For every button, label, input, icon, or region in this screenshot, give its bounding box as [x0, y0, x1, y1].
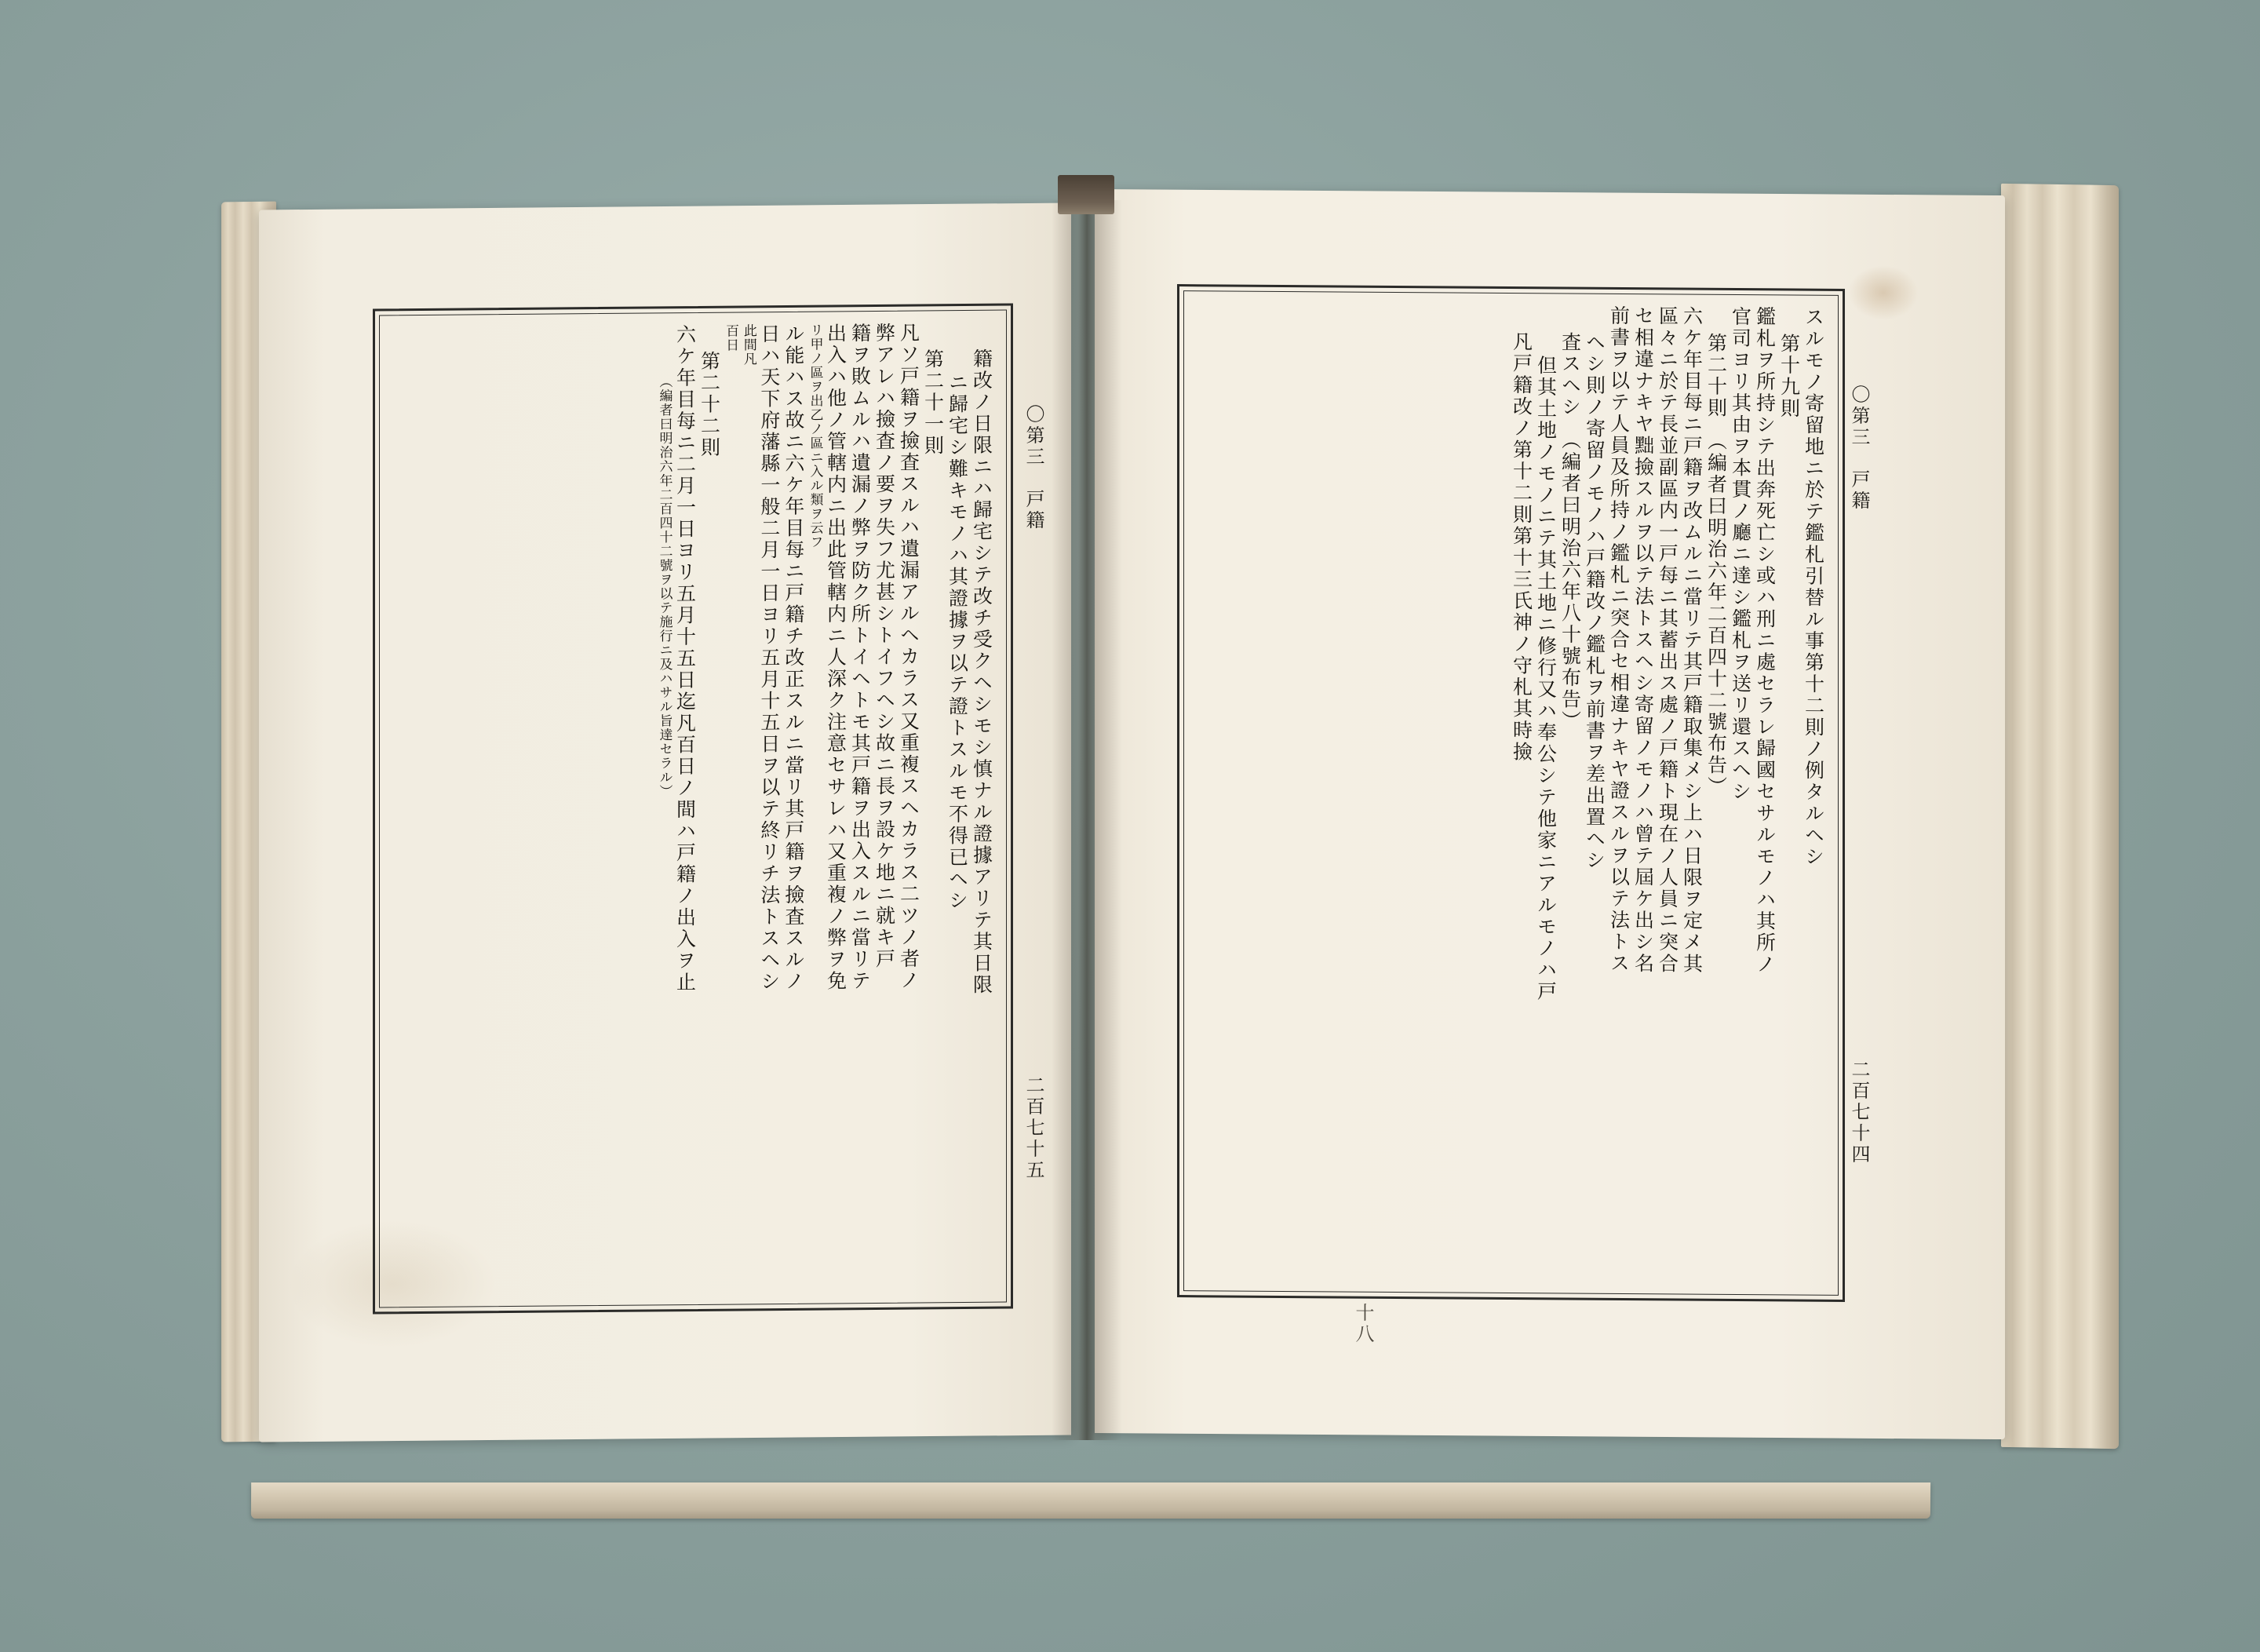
text-column-annotation: リ甲ノ區ヲ出乙ノ區ニ入ル類ヲ云フ [807, 323, 823, 549]
right-page-number: 二百七十四 [1848, 1059, 1870, 1166]
left-text-frame [373, 303, 1013, 1314]
left-running-head: 〇第三 戸籍 [1022, 403, 1044, 532]
text-column: セ相違ナキヤ黜撿スルヲ以テ法トスヘシ寄留ノモノハ曾テ屆ケ出シ名 [1631, 305, 1655, 975]
text-column: 日ハ天下府藩縣一般二月一日ヨリ五月十五日ヲ以テ終リチ法トスヘシ [757, 323, 781, 993]
text-column: 鑑札ヲ所持シテ出奔死亡シ或ハ刑ニ處セラレ歸國セサルモノハ其所ノ [1753, 306, 1777, 976]
text-column-annotation: 此間凡 [740, 323, 756, 367]
text-column: 凡戸籍改ノ第十二則第十三氏神ノ守札其時撿 [1510, 330, 1533, 764]
text-column: ニ歸宅シ難キモノハ其證據ヲ以テ證トスルモ不得已ヘシ [946, 371, 969, 912]
text-column: ル能ハス故ニ六ケ年目每ニ戸籍チ改正スルニ當リ其戸籍ヲ撿査スルノ [782, 323, 805, 993]
text-column: 六ケ年目每ニ戸籍ヲ改ムルニ當リテ其戸籍取集メシ上ハ日限ヲ定メ其 [1680, 305, 1704, 976]
text-column: 區々ニ於テ長並副區内一戸每ニ其蓄出ス處ノ戸籍ト現在ノ人員ニ突合 [1656, 305, 1679, 975]
page-edges-right [2001, 184, 2119, 1449]
left-page-number: 二百七十五 [1022, 1074, 1044, 1182]
text-column: 六ケ年目每ニ二月一日ヨリ五月十五日迄凡百日ノ間ハ戸籍ノ出入ヲ止 [673, 323, 697, 994]
text-column-editor-note: （編者曰明治六年二百四十二號ヲ以テ施行ニ及ハサル旨達セラル） [656, 374, 673, 799]
text-column: 第十九則 [1777, 333, 1801, 420]
page-edges-bottom [251, 1482, 1930, 1519]
right-running-head: 〇第三 戸籍 [1848, 384, 1870, 512]
paper-stain [1848, 265, 1919, 321]
text-column: 第二十則 （編者曰明治六年二百四十二號布告） [1704, 332, 1728, 798]
text-column: 第二十一則 [921, 348, 945, 457]
text-column: 出入ハ他ノ管轄内ニ出此管轄内ニ人深ク注意セサレハ又重複ノ弊ヲ免 [824, 323, 848, 993]
open-book [235, 169, 2032, 1495]
binding-head [1058, 175, 1114, 214]
text-column: 籍ヲ敗ムルハ遺漏ノ弊ヲ防ク所トイヘトモ其戸籍ヲ出入スルニ當リテ [848, 323, 872, 992]
text-column: 凡ソ戸籍ヲ撿査スルハ遺漏アルヘカラス又重複スヘカラス二ツノ者ノ [897, 322, 920, 992]
text-column: 査スヘシ （編者曰明治六年八十號布告） [1558, 331, 1582, 732]
text-column: 官司ヨリ其由ヲ本貫ノ廳ニ達シ鑑札ヲ送リ還スヘシ [1729, 305, 1752, 803]
text-column: 但其土地ノモノニテ其土地ニ修行又ハ奉公シテ他家ニアルモノハ戸 [1534, 355, 1558, 1003]
right-text-frame [1177, 284, 1845, 1302]
text-column: 弊アレハ撿査ノ要ヲ失フ尤甚シトイフヘシ故ニ長ヲ設ケ地ニ就キ戸 [873, 322, 896, 970]
text-column: 前書ヲ以テ人員及所持ノ鑑札ニ突合セ相違ナキヤ證スルヲ以テ法トス [1607, 305, 1631, 975]
text-column-annotation: 百日 [723, 323, 739, 352]
text-column: 第二十二則 [698, 350, 721, 459]
text-column: スルモノ寄留地ニ於テ鑑札引替ル事第十二則ノ例タルヘシ [1802, 306, 1825, 868]
left-text-columns [380, 311, 1006, 1307]
right-text-columns [1184, 291, 1838, 1295]
right-sheet-number: 十八 [1352, 1302, 1374, 1346]
text-column: ヘシ則ノ寄留ノモノハ戸籍改ノ鑑札ヲ前書ヲ差出置ヘシ [1583, 331, 1606, 872]
text-column: 籍改ノ日限ニハ歸宅シテ改チ受クヘシモシ慎ナル證據アリテ其日限 [970, 348, 993, 996]
